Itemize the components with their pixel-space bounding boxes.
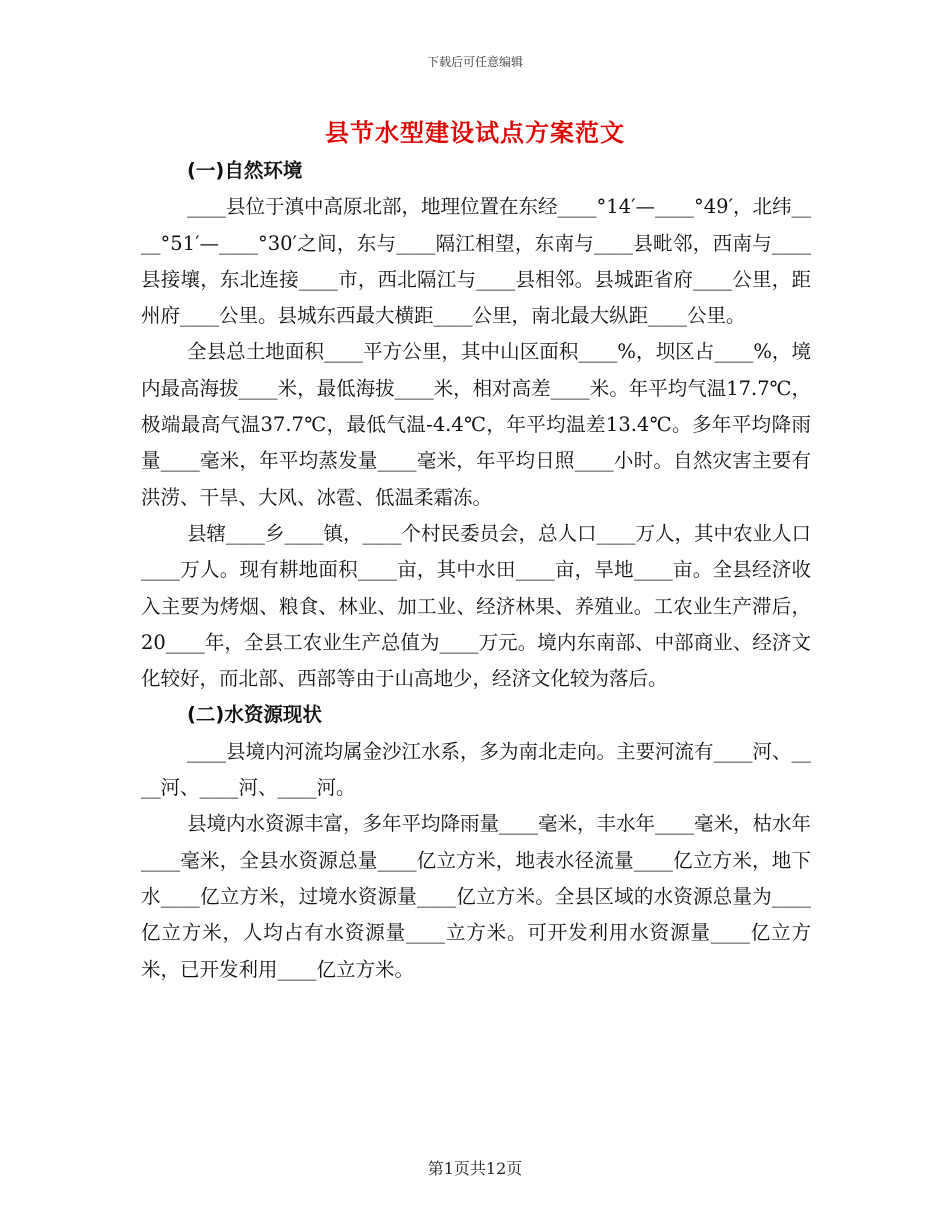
paragraph-population-economy: 县辖____乡____镇，____个村民委员会，总人口____万人，其中农业人口____万人。现有耕地面积____亩，其中水田____亩，旱地____亩。全县经济收入主要为烤烟、粮食、林业、加工业、经济林果、养殖业。工农业生产滞后，20____年，全县工农业生产总值为____万元。境内东南部、中部商业、经济文化较好，而北部、西部等由于山高地少，经济文化较为落后。 (141, 521, 812, 691)
paragraph-water-volume: 县境内水资源丰富，多年平均降雨量____毫米，丰水年____毫米，枯水年____毫米，全县水资源总量____亿立方米，地表水径流量____亿立方米，地下水____亿立方米，过境水资源量____亿立方米。全县区域的水资源总量为____亿立方米，人均占有水资源量____立方米。可开发利用水资源量____亿立方米，已开发利用____亿立方米。 (141, 812, 812, 981)
paragraph-location: ____县位于滇中高原北部，地理位置在东经____°14′—____°49′，北纬____°51′—____°30′之间，东与____隔江相望，东南与____县毗邻，西南与____县接壤，东北连接____市，西北隔江与____县相邻。县城距省府____公里，距州府____公里。县城东西最大横距____公里，南北最大纵距____公里。 (141, 195, 811, 328)
paragraph-rivers: ____县境内河流均属金沙江水系，多为南北走向。主要河流有____河、____河、____河、____河。 (141, 739, 812, 800)
paragraph-climate: 全县总土地面积____平方公里，其中山区面积____%，坝区占____%，境内最高海拔____米，最低海拔____米，相对高差____米。年平均气温17.7℃，极端最高气温37.7℃，最低气温-4.4℃，年平均温差13.4℃。多年平均降雨量____毫米，年平均蒸发量____毫米，年平均日照____小时。自然灾害主要有洪涝、干旱、大风、冰雹、低温柔霜冻。 (141, 340, 811, 509)
section-heading-natural-environment: (一)自然环境 (187, 159, 303, 182)
document-title: 县节水型建设试点方案范文 (325, 118, 625, 147)
section-heading-water-resources: (二)水资源现状 (187, 703, 322, 727)
page-number: 第1页共12页 (427, 1159, 523, 1178)
document-body (141, 153, 811, 988)
page-header: 下载后可任意编辑 (426, 55, 523, 69)
